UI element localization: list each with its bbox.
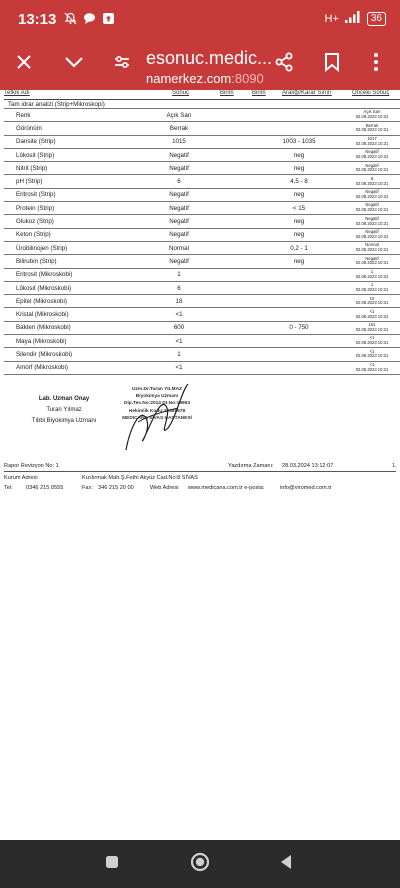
bookmark-button[interactable] <box>318 50 346 78</box>
recents-square-icon <box>105 855 119 874</box>
web-address: www.medicana.com.tr e-posta: <box>188 485 265 491</box>
table-row <box>4 215 400 228</box>
previous-value: Negatif <box>365 189 379 195</box>
previous-value: Negatif <box>365 229 379 235</box>
previous-result <box>344 268 400 281</box>
footer-meta <box>4 463 396 472</box>
table-row <box>4 321 400 334</box>
section-title: Tam idrar analizi (Strip+Mikroskopi) <box>4 100 400 109</box>
header-test-name: Tetkik Adı <box>4 90 30 96</box>
print-time: 28.03.2024 13:12:07 <box>282 463 334 469</box>
test-name: Lökosit (Strip) <box>4 148 144 161</box>
handwritten-signature <box>118 378 198 456</box>
previous-value: 151 <box>368 322 376 328</box>
previous-result <box>344 122 400 135</box>
previous-date: 02.08.2023 10:31 <box>355 140 389 146</box>
test-unit <box>214 255 254 268</box>
reference-range: neg <box>254 228 344 241</box>
approval-title: Lab. Uzman Onay <box>38 396 90 402</box>
test-result: Negatif <box>144 162 214 175</box>
table-row <box>4 148 400 161</box>
test-name: Eritrosit (Strip) <box>4 188 144 201</box>
previous-value: Negatif <box>365 202 379 208</box>
table-row <box>4 228 400 241</box>
previous-date: 02.08.2023 10:31 <box>355 340 389 346</box>
reference-range <box>254 308 344 321</box>
reference-range <box>254 348 344 361</box>
previous-value: 6 <box>370 175 374 181</box>
previous-date: 02.08.2023 10:31 <box>355 127 389 133</box>
test-result: Normal <box>144 241 214 254</box>
previous-result <box>344 135 400 148</box>
reference-range: neg <box>254 162 344 175</box>
previous-result <box>344 228 400 241</box>
test-name: Maya (Mikroskobi) <box>4 335 144 348</box>
institution-address: Kızılırmak Mah.Ş.Fethi Akyüz Cad.No:8 SİVAS <box>82 475 198 481</box>
close-button[interactable] <box>10 50 38 78</box>
previous-result <box>344 255 400 268</box>
test-name: Eritrosit (Mikroskobi) <box>4 268 144 281</box>
previous-result <box>344 162 400 175</box>
email-address: info@viromed.com.tr <box>280 485 332 491</box>
table-row <box>4 281 400 294</box>
previous-result <box>344 109 400 122</box>
reference-range: < 15 <box>254 202 344 215</box>
previous-value: Negatif <box>365 162 379 168</box>
test-name: Bilirubin (Strip) <box>4 255 144 268</box>
upload-box-icon <box>102 12 115 25</box>
test-result: 6 <box>144 281 214 294</box>
test-name: Amorf (Mikroskobi) <box>4 361 144 374</box>
url-port: :8090 <box>231 71 264 86</box>
previous-date: 02.08.2023 10:31 <box>355 114 389 120</box>
status-time: 13:13 <box>18 11 57 28</box>
address-label: Kurum Adresi <box>4 475 38 481</box>
more-options-button[interactable] <box>362 50 390 78</box>
reference-range: 4,5 - 8 <box>254 175 344 188</box>
table-row <box>4 135 400 148</box>
test-result: <1 <box>144 308 214 321</box>
previous-date: 02.08.2023 10:31 <box>355 300 389 306</box>
fax-label: Fax: <box>82 485 93 491</box>
previous-value: <1 <box>369 308 375 314</box>
table-row <box>4 308 400 321</box>
reference-range: neg <box>254 148 344 161</box>
test-result: Berrak <box>144 122 214 135</box>
signature-block <box>0 387 400 450</box>
previous-date: 02.08.2023 10:31 <box>355 154 389 160</box>
previous-value: <1 <box>369 335 375 341</box>
previous-result <box>344 348 400 361</box>
previous-value: Negatif <box>365 149 379 155</box>
system-navigation-bar <box>0 840 400 888</box>
table-row <box>4 162 400 175</box>
network-type-label: H+ <box>324 12 339 25</box>
previous-value: Berrak <box>365 122 379 128</box>
previous-result <box>344 361 400 374</box>
test-name: Nitrit (Strip) <box>4 162 144 175</box>
previous-value: <1 <box>369 348 375 354</box>
reference-range <box>254 335 344 348</box>
test-name: pH (Strip) <box>4 175 144 188</box>
stamp-line: Uzm.Dr.Turan YILMAZ <box>132 387 182 392</box>
test-result: 1 <box>144 348 214 361</box>
test-unit <box>214 135 254 148</box>
share-button[interactable] <box>270 50 298 78</box>
table-row <box>4 175 400 188</box>
test-name: Bakteri (Mikroskobi) <box>4 321 144 334</box>
test-name: Kristal (Mikroskobi) <box>4 308 144 321</box>
reference-range: neg <box>254 215 344 228</box>
reference-range <box>254 109 344 122</box>
test-unit <box>214 109 254 122</box>
signal-bars-icon <box>345 11 361 26</box>
approver-role: Tıbbi Biyokimya Uzmanı <box>31 418 97 424</box>
test-name: Renk <box>4 109 144 122</box>
table-row <box>4 241 400 254</box>
fax-number: 346 215 20 00 <box>98 485 134 491</box>
reference-range <box>254 295 344 308</box>
test-unit <box>214 335 254 348</box>
header-reference: Aralığı/Karar Sınırı <box>282 90 332 96</box>
previous-value: <1 <box>369 361 375 367</box>
previous-result <box>344 281 400 294</box>
test-unit <box>214 241 254 254</box>
table-row <box>4 361 400 374</box>
previous-result <box>344 148 400 161</box>
test-unit <box>214 162 254 175</box>
battery-icon: 36 <box>367 12 386 26</box>
test-name: Protein (Strip) <box>4 202 144 215</box>
previous-result <box>344 321 400 334</box>
reference-range: 0,2 - 1 <box>254 241 344 254</box>
previous-date: 02.08.2023 10:31 <box>355 220 389 226</box>
previous-date: 02.08.2023 10:31 <box>355 313 389 319</box>
reference-range <box>254 361 344 374</box>
test-unit <box>214 215 254 228</box>
table-row <box>4 202 400 215</box>
reference-range <box>254 281 344 294</box>
table-row <box>4 255 400 268</box>
previous-result <box>344 215 400 228</box>
previous-date: 02.08.2023 10:31 <box>355 260 389 266</box>
previous-date: 02.08.2023 10:31 <box>355 247 389 253</box>
test-result: <1 <box>144 361 214 374</box>
previous-value: Açık Sarı <box>363 109 381 115</box>
previous-result <box>344 241 400 254</box>
page-number: 1, <box>392 463 397 469</box>
home-button[interactable] <box>188 852 212 876</box>
table-row <box>4 295 400 308</box>
test-result: 600 <box>144 321 214 334</box>
reference-range: neg <box>254 188 344 201</box>
chevron-down-icon <box>64 55 84 74</box>
test-result: Negatif <box>144 148 214 161</box>
test-unit <box>214 122 254 135</box>
header-unit: Birim <box>220 90 234 96</box>
test-result: Negatif <box>144 188 214 201</box>
previous-value: 10 <box>369 295 375 301</box>
test-unit <box>214 228 254 241</box>
test-result: 1015 <box>144 135 214 148</box>
table-row <box>4 188 400 201</box>
back-triangle-icon <box>278 854 294 875</box>
test-name: Dansite (Strip) <box>4 135 144 148</box>
reference-range <box>254 122 344 135</box>
test-unit <box>214 202 254 215</box>
test-name: Epitel (Mikroskobi) <box>4 295 144 308</box>
test-result: Açık Sarı <box>144 109 214 122</box>
table-row <box>4 109 400 122</box>
previous-date: 02.08.2023 10:31 <box>355 326 389 332</box>
tel-label: Tel: <box>4 485 13 491</box>
collapse-button[interactable] <box>60 50 88 78</box>
stamp-line: MEDICANA SİVAS HASTANESİ <box>122 415 192 421</box>
previous-value: 1017 <box>367 135 377 141</box>
site-settings-button[interactable] <box>108 50 136 78</box>
stamp-line: Biyokimya Uzmanı <box>135 394 179 400</box>
test-result: Negatif <box>144 228 214 241</box>
recents-button[interactable] <box>100 852 124 876</box>
test-unit <box>214 321 254 334</box>
tune-sliders-icon <box>113 53 131 76</box>
stamp-line: Hekimlik Kodu:12345678 <box>128 408 186 414</box>
previous-date: 02.08.2023 10:31 <box>355 167 389 173</box>
test-name: Silendir (Mikroskobi) <box>4 348 144 361</box>
test-unit <box>214 268 254 281</box>
test-name: Lökosit (Mikroskobi) <box>4 281 144 294</box>
table-row <box>4 268 400 281</box>
chat-bubble-icon <box>83 12 96 25</box>
results-table <box>4 99 400 375</box>
previous-result <box>344 175 400 188</box>
test-name: Ürobilinojen (Strip) <box>4 241 144 254</box>
test-unit <box>214 361 254 374</box>
test-name: Görünüm <box>4 122 144 135</box>
test-unit <box>214 148 254 161</box>
stamp-line: Dip.Tes.No:2014 Dt.No:19953 <box>123 401 191 407</box>
table-row <box>4 122 400 135</box>
test-unit <box>214 295 254 308</box>
previous-date: 02.08.2023 10:31 <box>355 193 389 199</box>
previous-value: 1 <box>370 282 374 288</box>
reference-range: neg <box>254 255 344 268</box>
header-unit-2: Birim <box>252 90 266 96</box>
previous-result <box>344 308 400 321</box>
previous-date: 02.08.2023 10:31 <box>355 207 389 213</box>
share-icon <box>274 52 294 77</box>
test-result: 6 <box>144 175 214 188</box>
test-unit <box>214 188 254 201</box>
reference-range: 0 - 750 <box>254 321 344 334</box>
url-display[interactable] <box>146 48 276 86</box>
close-icon <box>15 53 33 76</box>
reference-range: 1003 - 1035 <box>254 135 344 148</box>
browser-toolbar <box>0 38 400 90</box>
test-unit <box>214 281 254 294</box>
table-row <box>4 335 400 348</box>
report-document[interactable] <box>0 90 400 840</box>
home-circle-icon <box>190 852 210 877</box>
previous-result <box>344 188 400 201</box>
previous-value: Negatif <box>365 255 379 261</box>
reference-range <box>254 268 344 281</box>
header-previous: Önceki Sonuç <box>352 90 390 96</box>
previous-date: 02.08.2023 10:31 <box>355 287 389 292</box>
test-name: Glukoz (Strip) <box>4 215 144 228</box>
back-button[interactable] <box>274 852 298 876</box>
print-time-label: Yazdırma Zamanı: <box>228 463 274 469</box>
test-result: 1 <box>144 268 214 281</box>
test-unit <box>214 348 254 361</box>
test-result: <1 <box>144 335 214 348</box>
tel-number: 0346 215 0555 <box>26 485 64 491</box>
url-host: namerkez.com <box>146 71 232 86</box>
dnd-bell-off-icon <box>64 12 77 25</box>
more-vertical-icon <box>373 52 379 77</box>
bookmark-icon <box>324 52 340 77</box>
previous-date: 02.08.2023 10:31 <box>355 353 389 359</box>
web-label: Web Adresi <box>150 485 179 491</box>
previous-value: Negatif <box>365 215 379 221</box>
approver-name: Turan Yılmaz <box>46 407 82 413</box>
page-domain: esonuc.medic... <box>146 48 273 68</box>
status-bar <box>0 0 400 38</box>
test-result: Negatif <box>144 202 214 215</box>
previous-date: 02.08.2023 10:31 <box>355 180 389 186</box>
previous-result <box>344 202 400 215</box>
previous-result <box>344 335 400 348</box>
test-unit <box>214 308 254 321</box>
header-result: Sonuç <box>172 90 190 96</box>
test-name: Keton (Strip) <box>4 228 144 241</box>
test-result: Negatif <box>144 255 214 268</box>
revision-number: Rapor Revizyon No: 1 <box>4 463 59 469</box>
table-row <box>4 348 400 361</box>
test-result: 18 <box>144 295 214 308</box>
previous-date: 02.08.2023 10:31 <box>355 366 389 372</box>
table-header-cut <box>0 90 400 99</box>
previous-date: 02.08.2023 10:31 <box>355 233 389 239</box>
previous-result <box>344 295 400 308</box>
previous-value: 1 <box>370 268 374 274</box>
test-result: Negatif <box>144 215 214 228</box>
test-unit <box>214 175 254 188</box>
previous-value: Normal <box>365 242 379 248</box>
previous-date: 02.08.2023 10:31 <box>355 273 389 279</box>
